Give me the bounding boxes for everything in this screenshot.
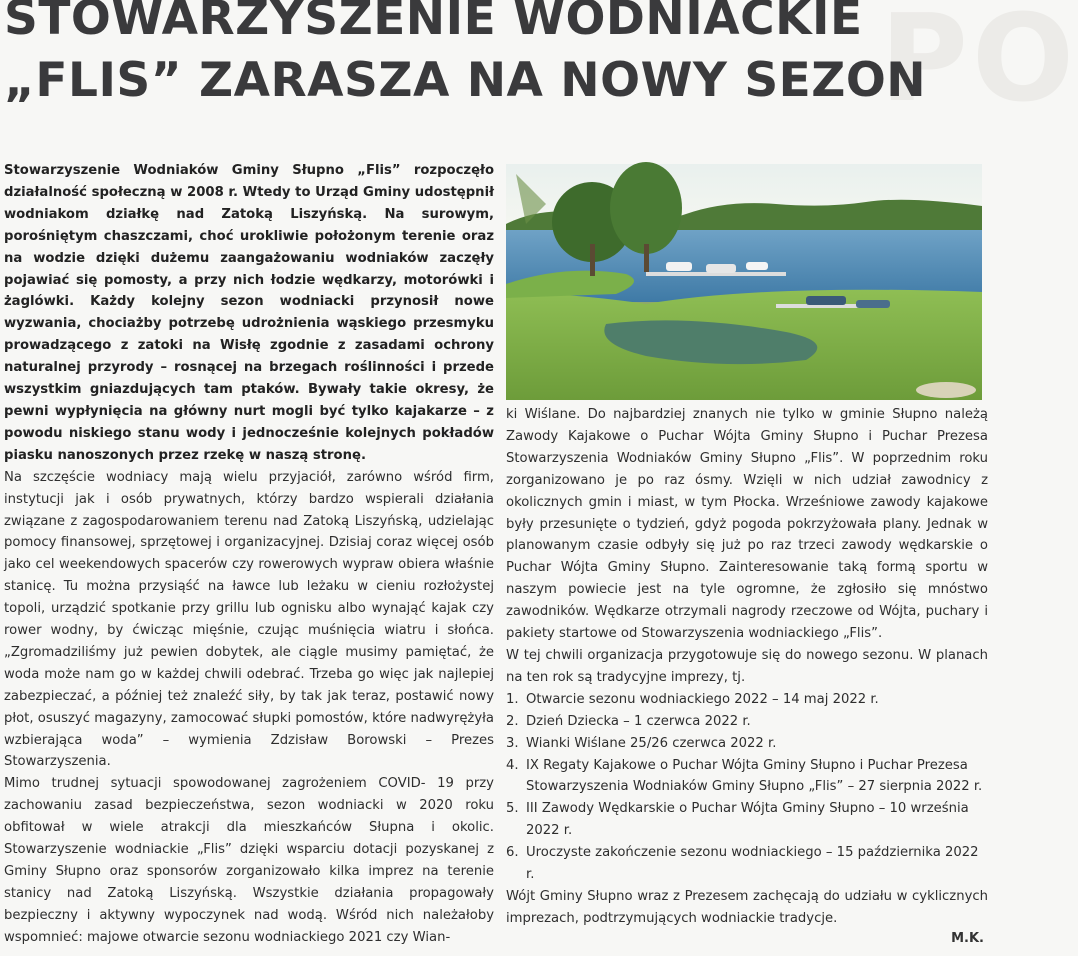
list-item: 6. Uroczyste zakończenie sezonu wodniackiego – 15 października 2022 r. <box>506 845 979 883</box>
closing-paragraph: Wójt Gminy Słupno wraz z Prezesem zachęcają do udziału w cyklicznych imprezach, podtrzymujących wodniackie tradycje. <box>506 888 988 926</box>
paragraph-4: W tej chwili organizacja przygotowuje się do nowego sezonu. W planach na ten rok są tradycyjne imprezy, tj. <box>506 647 988 685</box>
list-item: 1. Otwarcie sezonu wodniackiego 2022 – 14 maj 2022 r. <box>506 691 879 707</box>
author-signature: M.K. <box>951 931 984 946</box>
events-list <box>506 689 988 886</box>
list-item: 3. Wianki Wiślane 25/26 czerwca 2022 r. <box>506 735 777 751</box>
left-column <box>4 160 494 949</box>
lead-paragraph: Stowarzyszenie Wodniaków Gminy Słupno „Flis” rozpoczęło działalność społeczną w 2008 r. Wtedy to Urząd Gminy udostępnił wodniakom działkę nad Zatoką Liszyńską. Na surowym, porośniętym chaszczami, choć urokliwie położonym terenie oraz na wodzie dzięki dużemu zaangażowaniu wodniaków zaczęły pojawiać się pomosty, a przy nich łodzie wędkarzy, motorówki i żaglówki. Każdy kolejny sezon wodniacki przynosił nowe wyzwania, chociażby potrzebę udrożnienia wąskiego przesmyku prowadzącego z zatoki na Wisłę zgodnie z zasadami ochrony naturalnej przyrody – rosnącej na brzegach roślinności i przede wszystkim gniazdujących tam ptaków. Bywały takie okresy, że pewni wypłynięcia na główny nurt mogli być tylko kajakarze – z powodu niskiego stanu wody i jednocześnie kolejnych pokładów piasku nanoszonych przez rzekę w naszą stronę. <box>4 163 494 463</box>
paragraph-3-right: ki Wiślane. Do najbardziej znanych nie tylko w gminie Słupno należą Zawody Kajakowe o Puchar Wójta Gminy Słupno i Puchar Prezesa Stowarzyszenia Wodniaków Gminy Słupno „Flis”. W poprzednim roku zorganizowano je po raz ósmy. Wzięli w nich udział zawodnicy z okolicznych gmin i miast, w tym Płocka. Wrześniowe zawody kajakowe były przesunięte o tydzień, gdyż pogoda pokrzyżowała plany. Jednak w planowanym czasie odbyły się już po raz trzeci zawody wędkarskie o Puchar Wójta Gminy Słupno. Zainteresowanie taką formą sportu w naszym powiecie jest na tyle ogromne, że zgłosiło się mnóstwo zawodników. Wędkarze otrzymali nagrody rzeczowe od Wójta, puchary i pakiety startowe od Stowarzyszenia wodniackiego „Flis”. <box>506 407 988 642</box>
title-line-1: STOWARZYSZENIE WODNIACKIE <box>4 0 863 46</box>
paragraph-2: Na szczęście wodniacy mają wielu przyjaciół, zarówno wśród firm, instytucji jak i osób prywatnych, którzy bardzo wspierali działania związane z zagospodarowaniem terenu nad Zatoką Liszyńską, udzielając pomocy finansowej, sprzętowej i organizacyjnej. Dzisiaj coraz więcej osób jako cel weekendowych spacerów czy rowerowych wypraw obiera właśnie stanicę. Tu można przysiąść na ławce lub leżaku w cieniu rozłożystej topoli, urządzić spotkanie przy grillu lub ognisku albo wynająć kajak czy rower wodny, by ćwicząc mięśnie, czując muśnięcia wiatru i słońca. „Zgromadziliśmy już pewien dobytek, ale ciągle musimy pamiętać, że woda może nam go w każdej chwili odebrać. Trzeba go więc jak najlepiej zabezpieczać, a później też znaleźć siły, by tak jak teraz, postawić nowy płot, osuszyć magazyny, zamocować słupki pomostów, które nadwyrężyła wzbierająca woda” – wymienia Zdzisław Borowski – Prezes Stowarzyszenia. <box>4 469 494 770</box>
background-ghost-text: PO <box>880 0 1078 129</box>
right-column <box>506 404 988 930</box>
list-item: 2. Dzień Dziecka – 1 czerwca 2022 r. <box>506 713 751 729</box>
article-title <box>4 0 1004 112</box>
list-item: 4. IX Regaty Kajakowe o Puchar Wójta Gminy Słupno i Puchar Prezesa Stowarzyszenia Wodniaków Gminy Słupno „Flis” – 27 sierpnia 2022 r. <box>506 757 983 795</box>
marina-photo <box>506 164 982 400</box>
paragraph-3-left: Mimo trudnej sytuacji spowodowanej zagrożeniem COVID- 19 przy zachowaniu zasad bezpieczeństwa, sezon wodniacki w 2020 roku obfitował w wiele atrakcji dla mieszkańców Słupna i okolic. Stowarzyszenie wodniackie „Flis” dzięki wsparciu dotacji pozyskanej z Gminy Słupno oraz sponsorów zorganizowało kilka imprez na terenie stanicy nad Zatoką Liszyńską. Wszystkie działania propagowały bezpieczny i aktywny wypoczynek nad wodą. Wśród nich należałoby wspomnieć: majowe otwarcie sezonu wodniackiego 2021 czy Wian- <box>4 776 494 945</box>
title-line-2: „FLIS” ZARASZA NA NOWY SEZON <box>4 53 927 108</box>
list-item: 5. III Zawody Wędkarskie o Puchar Wójta Gminy Słupno – 10 września 2022 r. <box>506 801 969 839</box>
